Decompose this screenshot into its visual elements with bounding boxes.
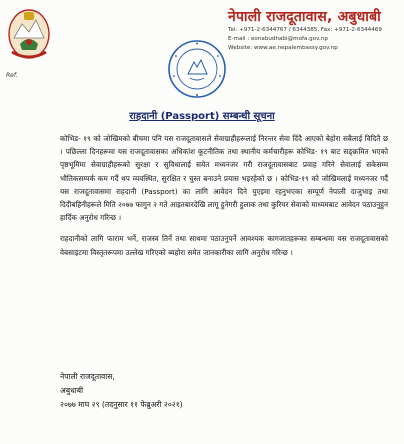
- signature-line-2: अबुधाबी: [60, 386, 84, 395]
- notice-paragraph-2: राहदानीको लागि फाराम भर्ने, राजस्व तिर्ने तथा साथमा पठाउनुपर्ने आवश्यक कागजातहरूका सम्बन्धमा यस राजदूतावासको वेबसाइटमा विस्तृतरूपमा उल्लेख गरिएको ब्यहोरा समेत जानकारीका लागि अनुरोध गरिन्छ ।: [60, 234, 388, 257]
- nepal-emblem-icon: [6, 4, 52, 62]
- letterhead-tel: Tel: +971-2-6344767 / 6344385, Fax: +971-2-6344469: [228, 27, 382, 33]
- ref-label: Ref.: [6, 72, 18, 79]
- embassy-seal-icon: [166, 38, 228, 100]
- letterhead-email: E-mail : eonabudhabi@mofa.gov.np: [228, 36, 328, 42]
- signature-date: २०७७ माघ २९ (तदनुसार ११ फेब्रुअरी २०२१): [60, 400, 183, 409]
- notice-body: [60, 132, 388, 267]
- notice-paragraph-1: कोभिड- १९ को जोखिमको बीचमा पनि यस राजदूतावासले सेवाग्राहीहरूलाई निरन्तर सेवा दिंदै आएको बेहोरा सबैलाई विदितै छ । पछिल्ला दिनहरूमा यस राजदूतावासका अधिकांश कूटनीतिक तथा स्थानीय कर्मचारीहरू कोभिड- १९ बाट सङ्क्रमित भएको पृष्ठभूमिमा सेवाग्राहीहरूको सुरक्षा र सुविधालाई समेत मध्यनजर गरी राजदूतावासबाट प्रवाह गरिने सेवालाई सकेसम्म भौतिकसम्पर्क कम गर्दै थप व्यवस्थित, सुरक्षित र चुस्त बनाउने प्रयास भइरहेको छ । कोभिड-१९ को जोखिमलाई मध्यनजर गर्दै यस राजदूतावासमा राहदानी (Passport) का लागि आवेदन दिने युएइमा रहनुभएका सम्पूर्ण नेपाली दाजुभाइ तथा दिदीबहिनीहरूले मिति २०७७ फागुन २ गते आइतबारदेखि लागू हुनेगरी हुलाक तथा कुरियर सेवाको माध्यमबाट आवेदन पठाउनुहुन हार्दिक अनुरोध गरिन्छ ।: [60, 134, 388, 223]
- signature-line-1: नेपाली राजदूतावास,: [60, 372, 115, 381]
- signature-block: [60, 370, 183, 412]
- embassy-name: नेपाली राजदूतावास, अबुधाबी: [228, 9, 381, 25]
- notice-title: राहदानी (Passport) सम्बन्धी सूचना: [129, 111, 275, 122]
- letterhead: [228, 8, 398, 53]
- letterhead-website: Website: www.ae.nepalembassy.gov.np: [228, 45, 338, 51]
